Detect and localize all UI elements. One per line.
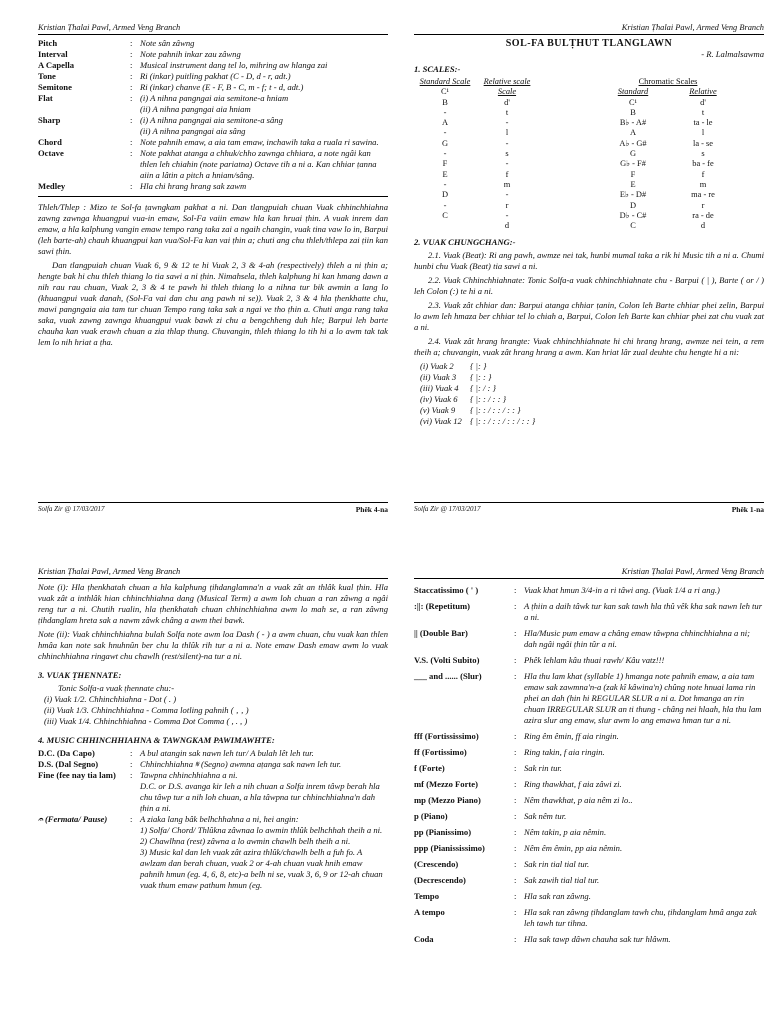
glossary-entry: A Capella : Musical instrument dang tel lo, mihring aw hlanga zai (38, 60, 328, 70)
doc-author: - R. Lalmalsawma (701, 49, 764, 59)
glossary-entry: Flat : (i) A nihna pangngai aia semitone-a hniam (ii) A nihna pangngai aia hniam (38, 93, 289, 114)
page-1: Kristian Ṭhalai Pawl, Armed Veng Branch SOL-FA BULṬHUT TLANGLAWN - R. Lalmalsawma 1. SCALES:- Standard Scale C¹ B - A - G - F E - D - C Relative scale Scale d' t - l - s - f m - r - d Chromatic Scales Standard C¹ B B♭ - A# A A♭ - G# G G♭ - F# F E E♭ - D# D D♭ - C# C Relative d' t ta - le l la - se s ba - fe f m ma - re r ra - de d 2. VUAK CHUNGCHANG:- 2.1. Vuak (Beat): Ri ang pawh, awmze nei tak, hunbi mumal taka a rik hi Music tih a ni a. Chumi hunbi chu Vuak (Beat) tia sawi a ni. 2.2. Vuak Chhinchhiahnate: Tonic Solfa-a vuak chhinchhiahnate chu - Barpui ( | ), Barte ( or / ) leh Colon (:) te hi a ni. 2.3. Vuak zât chhiar dan: Barpui atanga chhiar ṭanin, Colon leh Barte chhiar phei zelin, Barpui lo awm leh hmaza ber chhiar tel lo chiah a, Barpui, Colon leh Barte kan chhiar phei zat chu vuak zat a ni. 2.4. Vuak zât hrang hrangte: Vuak chhinchhiahnate hi chi hrang hrang, awmze nei tein, a rem theih a; chuvangin, vuak zât hrang hrang a awm. Kan hriat lâr zual deuhte chu hengte hi a ni: (i) Vuak 2 { | : } (ii) Vuak 3 { | : : } (iii) Vuak 4 { | : / : } (iv) Vuak 6 { | : : / : : } (v) Vuak 9 { | : : / : : / : : } (vi) Vuak 12 { | : : / : : / : : / : : } Solfa Zir @ 17/03/2017 Phêk 1-na (414, 23, 764, 514)
glossary-entry: mf (Mezzo Forte) : Ring thawkhat, f aia zâwi zi. (414, 779, 622, 789)
glossary-entry: Medley : Hla chi hrang hrang sak zawm (38, 181, 247, 191)
glossary-entry: fff (Fortississimo) : Ring êm êmin, ff aia ringin. (414, 731, 619, 741)
glossary-entry: p (Piano) : Sak nêm tur. (414, 811, 567, 821)
scales-table: Standard Scale C¹ B - A - G - F E - D - C Relative scale Scale d' t - l - s - f m - r - d Chromatic Scales Standard C¹ B B♭ - A# A A♭ - G# G G♭ - F# F E E♭ - D# D D♭ - C# C Relative d' t ta - le l la - se s ba - fe f m ma - re r ra - de d (419, 77, 717, 231)
glossary-entry: (Decrescendo) : Sak zawih tial tial tur. (414, 875, 600, 885)
glossary-entry: Interval : Note pahnih inkar zau zâwng (38, 49, 241, 59)
page-2: Kristian Ṭhalai Pawl, Armed Veng Branch Note (i): Hla ṭhenkhatah chuan a hla kalphung ṭihdanglamna'n a vuak zât an thlâk kual ṭhin. Hla vuak zât a inthlâk hian chhinchhiahna dang (Musical Term) a awm loh chuan a ran zâwng a ngâi reng tur a ni. Chutih rualin, hla ṭhenkhatah chuan chhinchhiahna awm lo mah se, a ran zâwng ṭihdanglam hreta sak a nawm zâwk châng a awm thei bawk. Note (ii): Vuak chhinchhiahna bulah Solfa note awm loa Dash ( - ) a awm chuan, chu vuak kan thlen hmâa kan note sak hnuhnûn ber chu la thlûk rih tur a ni a. Note emaw Dash emaw awm lo vuak chhinchhiahna ringawt chu chawlh (rest/silent)-na tur a ni. 3. VUAK ṬHENNATE: Tonic Solfa-a vuak ṭhennate chu:- (i) Vuak 1/2. Chhinchhiahna - Dot ( . ) (ii) Vuak 1/3. Chhinchhiahna - Comma lotling pahnih ( ‚ ‚ ) (iii) Vuak 1/4. Chhinchhiahna - Comma Dot Comma ( , . , ) 4. MUSIC CHHINCHHIAHNA & TAWNGKAM PAWIMAWHTE: D.C. (Da Capo) : A bul atangin sak nawn leh tur/ A bulah lêt leh tur. D.S. (Dal Segno) : Chhinchhiahna 𝄋 (Segno) awmna aṭanga sak nawn leh tur. Fine (fee nay tia lam) : Tawpna chhinchhiahna a ni. D.C. or D.S. avanga kir leh a nih chuan a Solfa inrem tâwp berah hla chu tâwp tur a nih loh chuan, a hla tâwpna tur chhinchhiahna'n dah ṭhin a ni. 𝄐 (Fermata/ Pause) : A ziaka lang bâk belhchhahna a ni, hei angin: 1) Solfa/ Chord/ Thlûkna zâwnaa lo awmin thlûk belhchhah theih a ni. 2) Chawlhna (rest) zâwna a lo awmin chawlh belh theih a ni. 3) Music kal dan leh vuak zât azira thlûk/chawlh belh a fuh fo. A awlzam dan berah chuan, vuak 2 or 4-ah chuan vuak hnih emaw pahnih hmun (eg. 4, 6, 8, etc)-a belh ni se, vuak 3, 6, 9 or 12-ah chuan vuak thum emaw pathum hmun (eg. (38, 567, 388, 890)
glossary-entry: (Crescendo) : Sak rin tial tial tur. (414, 859, 590, 869)
beat-row: (vi) Vuak 12 { | : : / : : / : : / : : } (420, 416, 536, 427)
beat-row: (i) Vuak 2 { | : } (420, 361, 487, 372)
section-vuak: 2. VUAK CHUNGCHANG:- (414, 237, 516, 248)
glossary-entry: f (Forte) : Sak rin tur. (414, 763, 562, 773)
glossary-entry: Fine (fee nay tia lam) : Tawpna chhinchhiahna a ni. D.C. or D.S. avanga kir leh a nih chuan a Solfa inrem tâwp berah hla chu tâwp tur a nih loh chuan, a hla tâwpna tur chhinchhiahna'n dah ṭhin a ni. (38, 770, 380, 813)
section-scales: 1. SCALES:- (414, 64, 461, 74)
beat-row: (iii) Vuak 4 { | : / : } (420, 383, 496, 394)
glossary-entry: Pitch : Note sân zâwng (38, 38, 195, 48)
page-header: Kristian Ṭhalai Pawl, Armed Veng Branch (38, 566, 388, 579)
glossary-entry: :||: (Repetitum) : A ṭhiin a daih tâwk tur kan sak tawh hla thû vêk kha sak nawn leh tur a ni. (414, 601, 763, 622)
glossary-entry: Sharp : (i) A nihna pangngai aia semitone-a sâng (ii) A nihna pangngai aia sâng (38, 115, 283, 136)
glossary-entry: Staccatissimo ( ' ) : Vuak khat hmun 3/4-in a ri tâwi ang. (Vuak 1/4 a ri ang.) (414, 585, 720, 595)
glossary-entry: Semitone : Ri (inkar) chanve (E - F, B - C, m - f; t - d, adt.) (38, 82, 304, 92)
glossary-entry: pp (Pianissimo) : Nêm takin, p aia nêmin. (414, 827, 607, 837)
fermata-icon: 𝄐 (38, 814, 43, 824)
glossary-entry: || (Double Bar) : Hla/Music pum emaw a châng emaw tâwpna chhinchhiahna a ni; dah ngâi ngâi ṭhin tûr a ni. (414, 628, 751, 649)
glossary-entry: Chord : Note pahnih emaw, a aia tam emaw, inchawih taka a ruala ri sawina. (38, 137, 379, 147)
page-number: Phêk 4-na (355, 505, 388, 514)
glossary-entry: Tempo : Hla sak ran zâwng. (414, 891, 591, 901)
page-header: Kristian Ṭhalai Pawl, Armed Veng Branch (414, 566, 764, 579)
doc-title: SOL-FA BULṬHUT TLANGLAWN (505, 38, 673, 49)
vuak-paragraph: Dan tlangpuiah chuan Vuak 6, 9 & 12 te hi Vuak 2, 3 & 4-ah (respectively) thleh a ni ṭhin a; hengte bak hi chu thleh thiang lo tia sawi a ni ṭhin. Nimahsela, thleh kalphung hi kan hmang dawn a nih rau rau chuan, Vuak 2, 3 & 4 te pawh hi thleh thiang lo a nihna tur bik awmin a lang lo (khuangpui vuak danah, (Sol-Fa vai dan chu ang pawh ni se)). Vuak 2, 3 & 4 hla ṭhenkhatte chu, mawi pangngaia aia tam tur chuan Tempo rang taka sak a ngai ve tho ṭhin a. Chuti anga rang taka saka, vuak zawng zawnga khuangpui vuak bawk zi chu a bengchheng duh hle; Barpui leh barte chauha kan vuak erawh chuan a zia thlap thung. Chuvangin, thleh thiang lo tih hi a lo awm tak tak lem lo nih hriat a ṭha. (38, 260, 388, 347)
glossary-entry: Coda : Hla sak tawp dâwn chauha sak tur hlâwm. (414, 934, 671, 944)
page-footer: Solfa Zir @ 17/03/2017 Phêk 1-na (414, 502, 764, 515)
page-header: Kristian Ṭhalai Pawl, Armed Veng Branch (38, 22, 388, 35)
page-4 (38, 22, 388, 514)
glossary-entry: A tempo : Hla sak ran zâwng ṭihdanglam tawh chu, ṭihdanglam hmâ anga zak leh tawh tur tihna. (414, 907, 757, 928)
page-3 (414, 566, 764, 950)
page-footer: Solfa Zir @ 17/03/2017 Phêk 4-na (38, 502, 388, 515)
beat-row: (ii) Vuak 3 { | : : } (420, 372, 492, 383)
glossary-entry: mp (Mezzo Piano) : Nêm thawkhat, p aia nêm zi lo.. (414, 795, 633, 805)
glossary-entry: ___ and ...... (Slur) : Hla thu lam khat (syllable 1) hmanga note pahnih emaw, a aia tam emaw sak zawmna'n-a (zak kî kâwina'n) chûng note hnuai lama rin phei an dah (hin hi REGULAR SLUR a ni a. Dot hmanga an rin chuan IRREGULAR SLUR an ti thung - châng nei hlaah, hla thu lam azira slur ang emaw, slur awm lo ang emawa hman tur a ni. (414, 671, 762, 725)
glossary-entry: Octave : Note pakhat atanga a chhuk/chho zawnga chhiara, a note ngâi kan thlen leh chiahin (note pariatna) Octave tih a ni a. Kan chhiar ṭanna aiin a lâtin a pitch a hniam/sâng. (38, 148, 377, 180)
glossary (38, 38, 388, 192)
glossary-entry: ff (Fortissimo) : Ring takin, f aia ringin. (414, 747, 605, 757)
glossary-entry: D.S. (Dal Segno) : Chhinchhiahna 𝄋 (Segno) awmna aṭanga sak nawn leh tur. (38, 759, 342, 769)
glossary-entry: V.S. (Volti Subito) : Phêk lehlam kâu thuai rawh/ Kâu vatz!!! (414, 655, 665, 665)
beat-row: (v) Vuak 9 { | : : / : : / : : } (420, 405, 521, 416)
glossary-entry: Tone : Ri (inkar) puitling pakhat (C - D, d - r, adt.) (38, 71, 291, 81)
glossary-entry: ppp (Pianississimo) : Nêm êm êmin, pp aia nêmin. (414, 843, 623, 853)
beats-list (420, 361, 764, 427)
fermata-entry: 𝄐 (Fermata/ Pause) : A ziaka lang bâk belhchhahna a ni, hei angin: 1) Solfa/ Chord/ Thlûkna zâwnaa lo awmin thlûk belhchhah theih a ni. 2) Chawlhna (rest) zâwna a lo awmin chawlh belh theih a ni. 3) Music kal dan leh vuak zât azira thlûk/chawlh belh a fuh fo. A awlzam dan berah chuan, vuak 2 or 4-ah chuan vuak hnih emaw pahnih hmun (eg. 4, 6, 8, etc)-a belh ni se, vuak 3, 6, 9 or 12-ah chuan vuak thum emaw pathum hmun (eg. (38, 814, 383, 890)
glossary-entry: D.C. (Da Capo) : A bul atangin sak nawn leh tur/ A bulah lêt leh tur. (38, 748, 314, 758)
beat-row: (iv) Vuak 6 { | : : / : : } (420, 394, 507, 405)
page-header: Kristian Ṭhalai Pawl, Armed Veng Branch (414, 22, 764, 35)
thleh-paragraph: Thleh/Thlep : Mizo te Sol-fa ṭawngkam pakhat a ni. Dan tlangpuiah chuan Vuak chhinchhiahna zawng zawnga khuangpui vua-in emaw, Sol-Fa vaiin emaw hla kan hruai ṭhin. A vuak inrem dan emaw, a hla kalphung vangin emaw tempo rang taka zai a ngaih changin, vuak tina vaw lo in, Barpui (leh barte-ah) chauh khuangpui kan vua/Sol-Fa kan vai ṭhin a; chuti ang chu thleh/thlepa zai ṭiin kan sawi ṭhin. (38, 202, 388, 256)
page-number: Phêk 1-na (731, 505, 764, 514)
